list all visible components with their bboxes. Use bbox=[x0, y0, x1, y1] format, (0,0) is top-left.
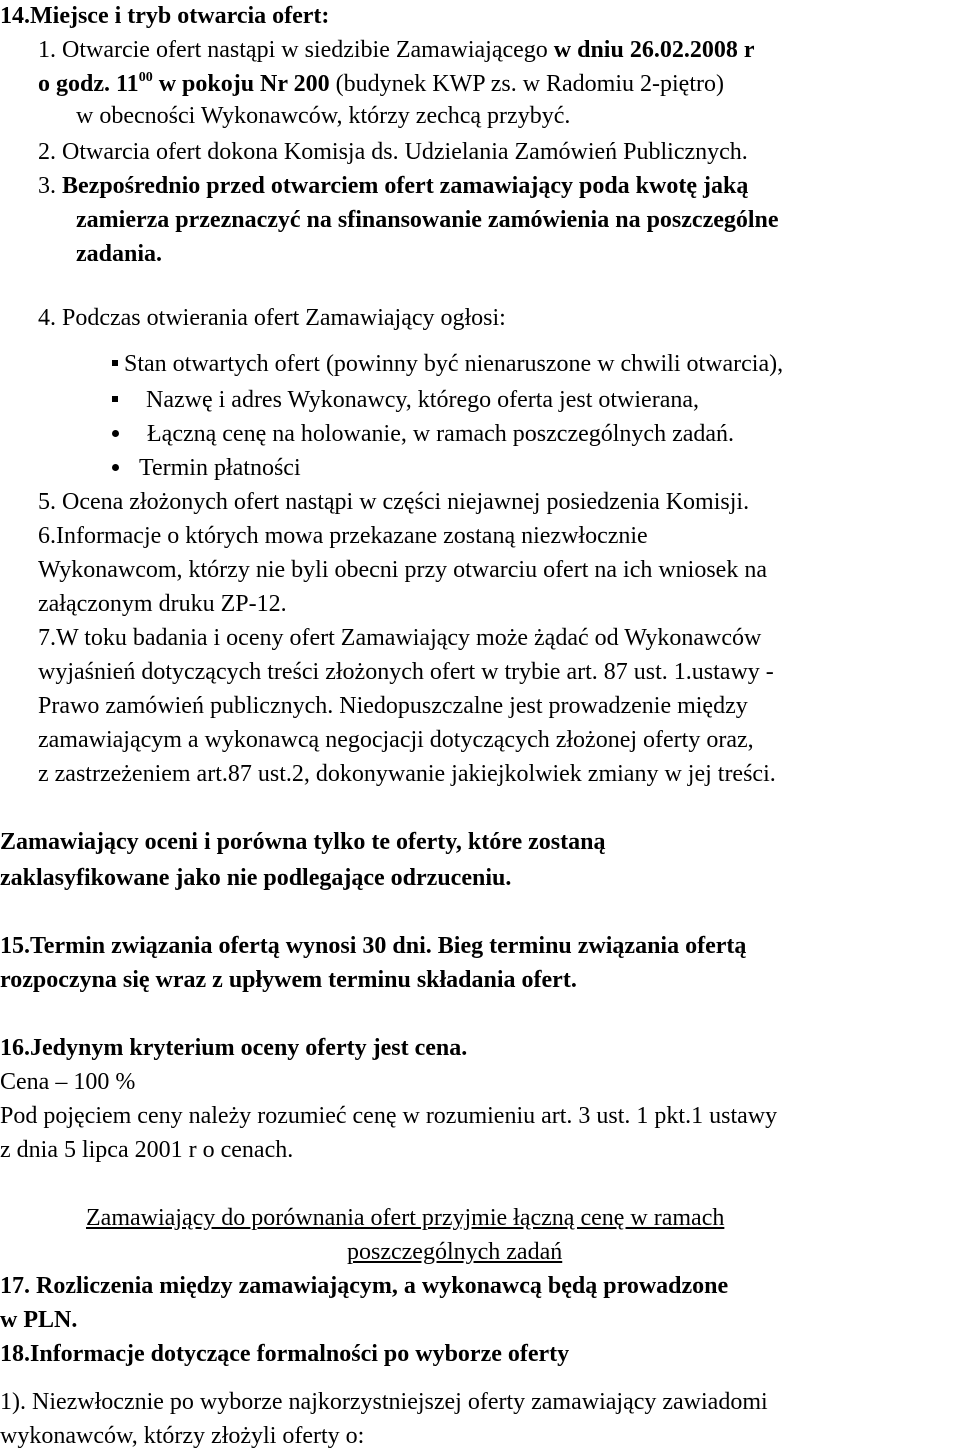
bullet-item-3 bbox=[112, 422, 734, 446]
comparison-note-line-2: poszczególnych zadań bbox=[347, 1239, 563, 1265]
evaluation-note-line-2: zaklasyfikowane jako nie podlegające odrzuceniu. bbox=[0, 865, 512, 891]
s14-point-4: 4. Podczas otwierania ofert Zamawiający ogłosi: bbox=[38, 305, 506, 331]
bullet-item-1-text: Stan otwartych ofert (powinny być nienaruszone w chwili otwarcia), bbox=[124, 351, 784, 377]
comparison-note-line-1: Zamawiający do porównania ofert przyjmie łączną cenę w ramach bbox=[86, 1205, 725, 1231]
bullet-item-1 bbox=[112, 352, 783, 376]
s14-point-2: 2. Otwarcia ofert dokona Komisja ds. Udzielania Zamówień Publicznych. bbox=[38, 139, 748, 165]
s14-point-1-line-3: w obecności Wykonawców, którzy zechcą przybyć. bbox=[76, 103, 571, 129]
section-18-heading: 18.Informacje dotyczące formalności po wyborze oferty bbox=[0, 1341, 570, 1367]
section-15-line-2: rozpoczyna się wraz z upływem terminu składania ofert. bbox=[0, 967, 577, 993]
square-bullet-icon bbox=[112, 396, 118, 402]
s14-point-3-line-1 bbox=[38, 174, 748, 198]
section-17-line-2: w PLN. bbox=[0, 1307, 78, 1333]
s14-point-6-line-2: Wykonawcom, którzy nie byli obecni przy otwarciu ofert na ich wniosek na bbox=[38, 557, 767, 583]
s14-p3-text: Bezpośrednio przed otwarciem ofert zamawiający poda kwotę jaką bbox=[62, 173, 749, 199]
s14-p1-date: w dniu 26.02.2008 r bbox=[553, 37, 755, 63]
section-18-line-1: 1). Niezwłocznie po wyborze najkorzystniejszej oferty zamawiający zawiadomi bbox=[0, 1389, 768, 1415]
s14-point-7-line-5: z zastrzeżeniem art.87 ust.2, dokonywanie jakiejkolwiek zmiany w jej treści. bbox=[38, 761, 776, 787]
s14-point-1-line-2 bbox=[38, 72, 724, 96]
round-bullet-icon bbox=[112, 464, 119, 471]
section-16-line-1: Pod pojęciem ceny należy rozumieć cenę w rozumieniu art. 3 ust. 1 pkt.1 ustawy bbox=[0, 1103, 778, 1129]
price-weight: Cena – 100 % bbox=[0, 1069, 136, 1095]
section-15-line-1: 15.Termin związania ofertą wynosi 30 dni. Bieg terminu związania ofertą bbox=[0, 933, 747, 959]
bullet-item-4-text: Termin płatności bbox=[139, 455, 301, 481]
s14-point-7-line-3: Prawo zamówień publicznych. Niedopuszczalne jest prowadzenie między bbox=[38, 693, 748, 719]
section-17-line-1: 17. Rozliczenia między zamawiającym, a wykonawcą będą prowadzone bbox=[0, 1273, 729, 1299]
s14-p1-text: 1. Otwarcie ofert nastąpi w siedzibie Zamawiającego bbox=[38, 37, 554, 63]
square-bullet-icon bbox=[112, 360, 118, 366]
section-16-heading: 16.Jedynym kryterium oceny oferty jest cena. bbox=[0, 1035, 468, 1061]
s14-point-7-line-4: zamawiającym a wykonawcą negocjacji dotyczących złożonej oferty oraz, bbox=[38, 727, 754, 753]
s14-point-5: 5. Ocena złożonych ofert nastąpi w części niejawnej posiedzenia Komisji. bbox=[38, 489, 750, 515]
s14-point-3-line-2: zamierza przeznaczyć na sfinansowanie zamówienia na poszczególne bbox=[76, 207, 779, 233]
round-bullet-icon bbox=[112, 430, 119, 437]
s14-point-6-line-1: 6.Informacje o których mowa przekazane zostaną niezwłocznie bbox=[38, 523, 648, 549]
s14-point-1-line-1 bbox=[38, 38, 754, 62]
section-16-line-2: z dnia 5 lipca 2001 r o cenach. bbox=[0, 1137, 294, 1163]
s14-p1-time: o godz. 11 bbox=[38, 71, 139, 97]
section-14-heading: 14.Miejsce i tryb otwarcia ofert: bbox=[0, 3, 330, 29]
bullet-item-4 bbox=[112, 456, 301, 480]
bullet-item-3-text: Łączną cenę na holowanie, w ramach poszczególnych zadań. bbox=[147, 421, 735, 447]
s14-point-3-line-3: zadania. bbox=[76, 241, 163, 267]
section-18-line-2: wykonawców, którzy złożyli oferty o: bbox=[0, 1423, 365, 1449]
s14-point-6-line-3: załączonym druku ZP-12. bbox=[38, 591, 287, 617]
evaluation-note-line-1: Zamawiający oceni i porówna tylko te oferty, które zostaną bbox=[0, 829, 606, 855]
s14-p3-number: 3. bbox=[38, 173, 62, 199]
bullet-item-2-text: Nazwę i adres Wykonawcy, którego oferta jest otwierana, bbox=[146, 387, 699, 413]
bullet-item-2 bbox=[112, 388, 699, 412]
s14-p1-time-sup: 00 bbox=[138, 70, 153, 85]
s14-p1-building: (budynek KWP zs. w Radomiu 2-piętro) bbox=[329, 71, 724, 97]
s14-p1-room: w pokoju Nr 200 bbox=[152, 71, 330, 97]
s14-point-7-line-1: 7.W toku badania i oceny ofert Zamawiający może żądać od Wykonawców bbox=[38, 625, 762, 651]
s14-point-7-line-2: wyjaśnień dotyczących treści złożonych ofert w trybie art. 87 ust. 1.ustawy - bbox=[38, 659, 774, 685]
